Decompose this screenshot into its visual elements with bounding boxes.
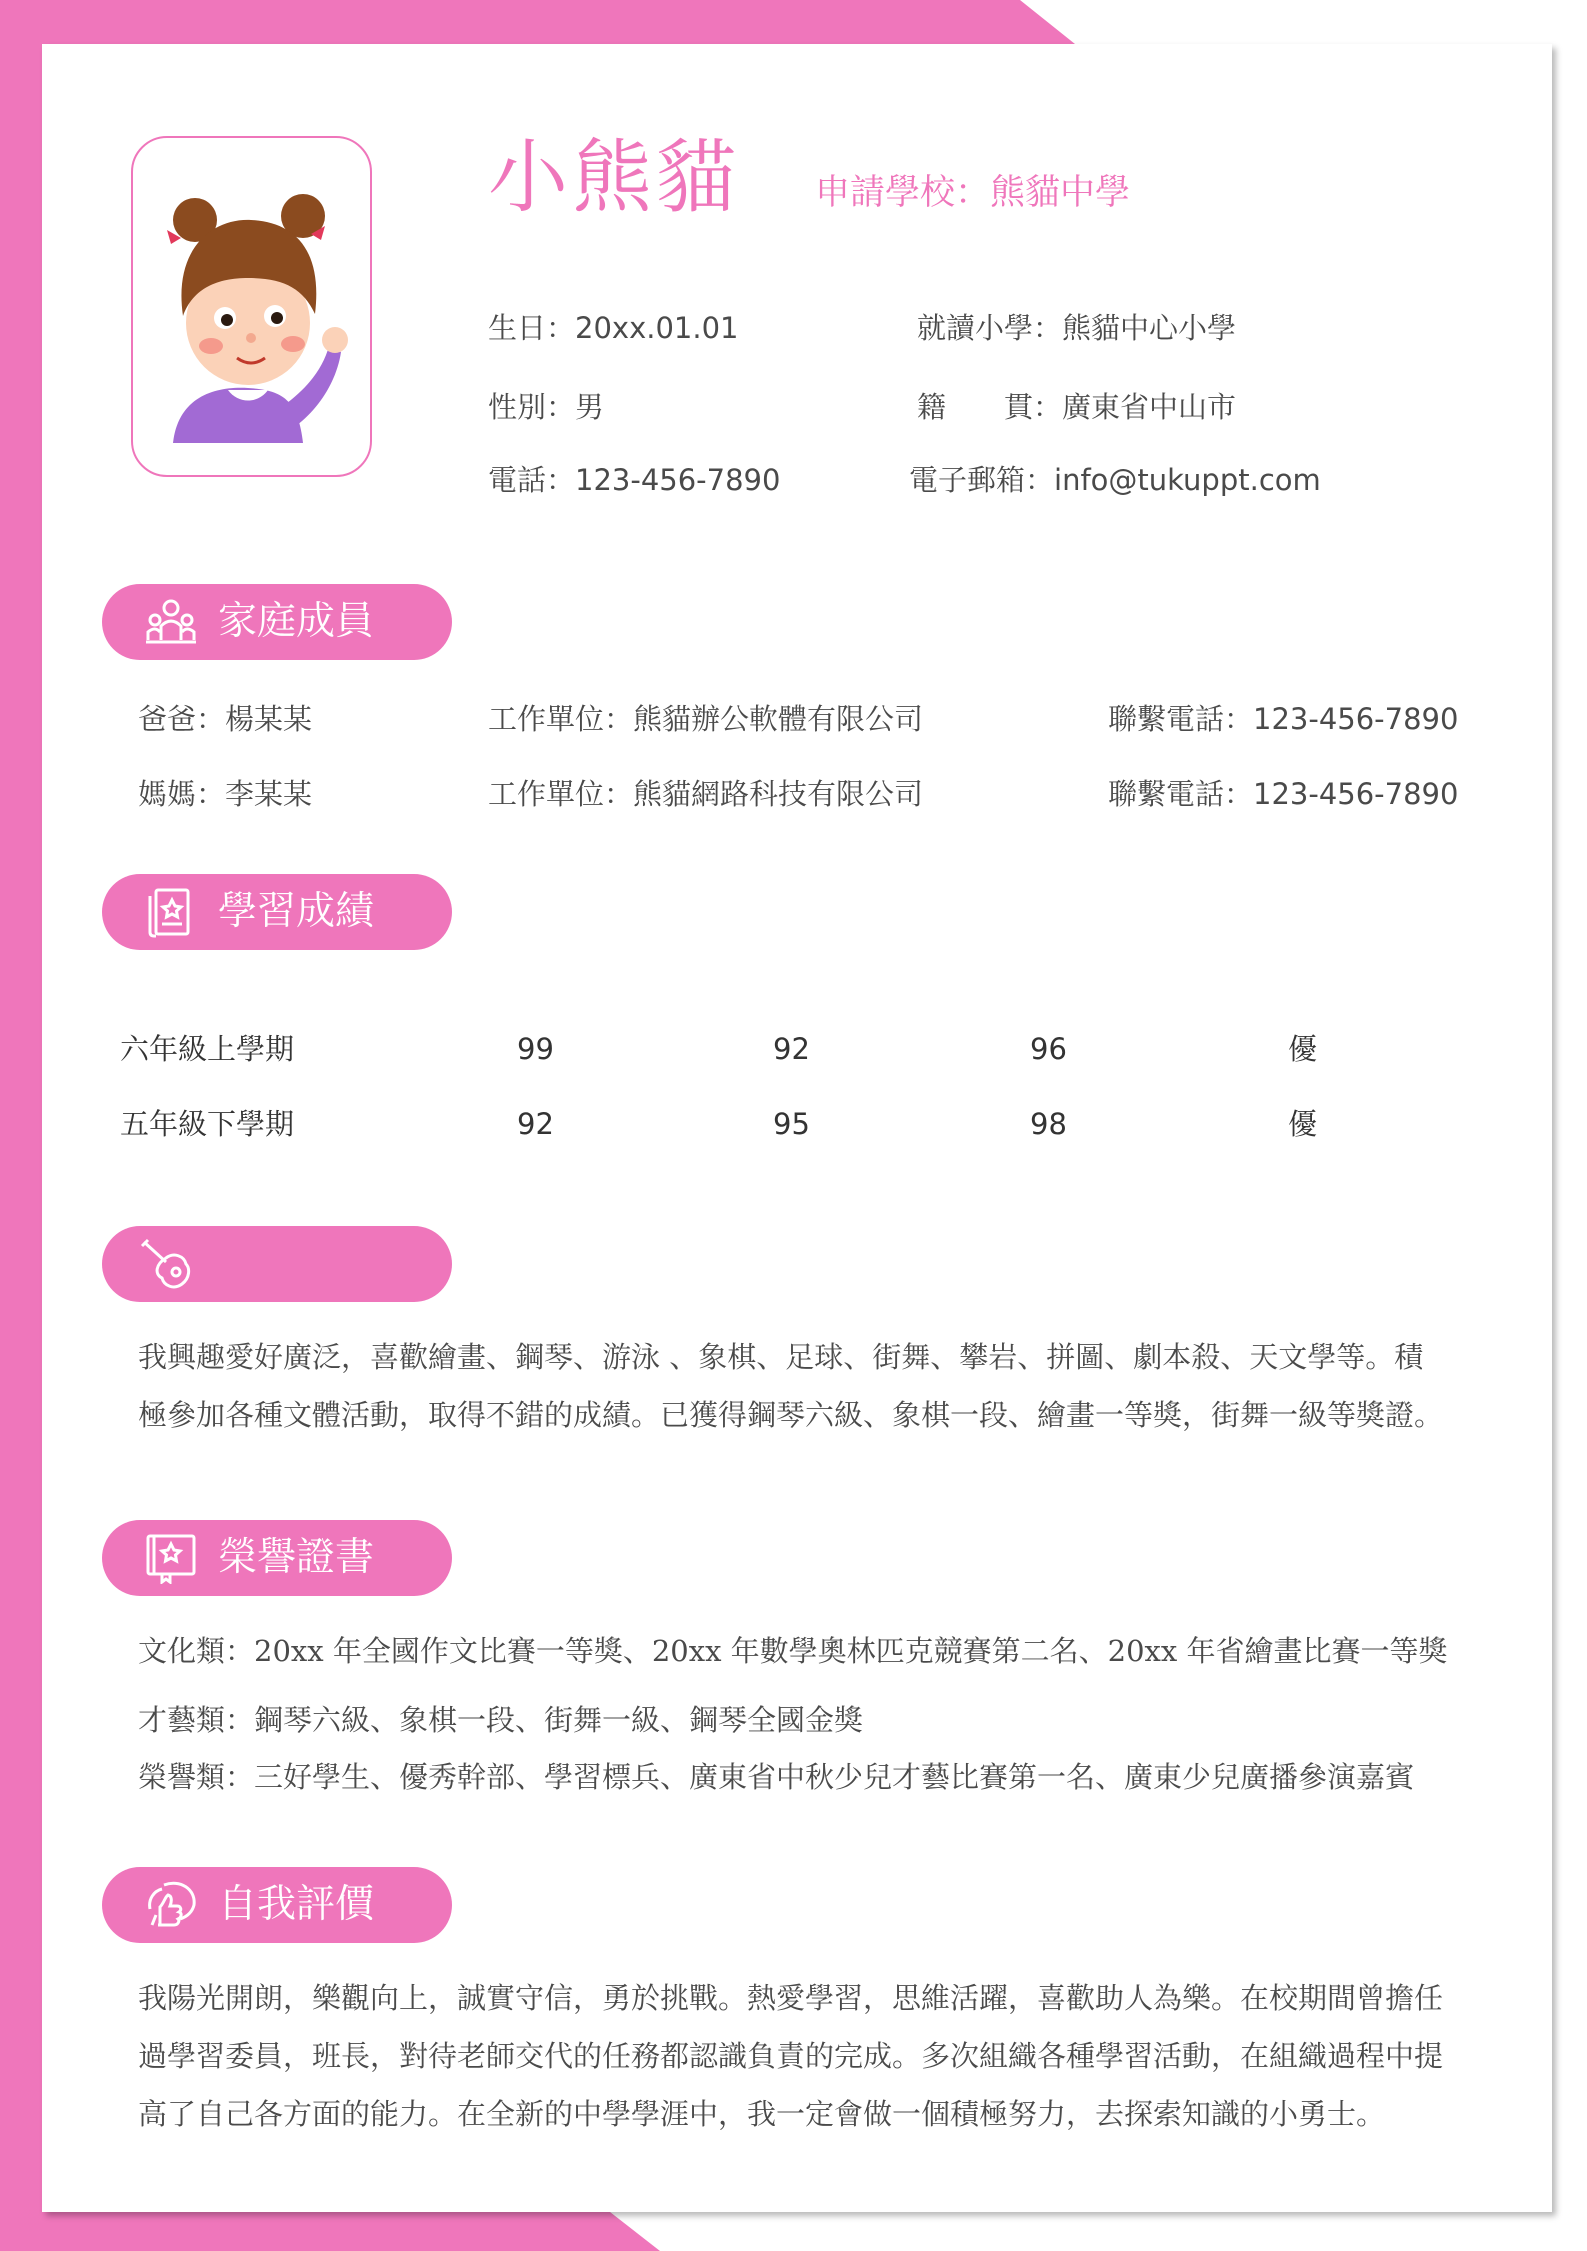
birthday-field: [488, 311, 739, 345]
honors-section-header: [102, 1520, 452, 1596]
family-section-title: 家庭成員: [218, 599, 375, 644]
family-icon: [144, 596, 198, 648]
family-phone-1: 聯繫電話：123-456-7890: [1108, 702, 1459, 736]
hometown-value: 廣東省中山市: [1062, 390, 1237, 424]
self-section-title: 自我評價: [218, 1882, 375, 1927]
student-name: 小熊貓: [488, 131, 740, 224]
family-member-1: 爸爸：楊某某: [138, 702, 313, 736]
email-label: 電子郵箱：: [909, 463, 1055, 497]
grade-row-2-score-1: 92: [517, 1107, 554, 1141]
hobbies-text: [138, 1328, 1443, 1444]
gender-label: 性別：: [488, 390, 576, 424]
honors-honor: 榮譽類：三好學生、優秀幹部、學習標兵、廣東省中秋少兒才藝比賽第一名、廣東少兒廣播參演嘉賓: [138, 1760, 1415, 1794]
phone-field: [488, 463, 781, 497]
self-line-1: 我陽光開朗，樂觀向上，誠實守信，勇於挑戰。熱愛學習，思維活躍，喜歡助人為樂。在校期間曾擔任: [138, 1981, 1444, 2015]
family-work-1: 工作單位：熊貓辦公軟體有限公司: [488, 702, 924, 736]
family-phone-2: 聯繫電話：123-456-7890: [1108, 777, 1459, 811]
grade-row-2-score-2: 95: [773, 1107, 810, 1141]
grade-row-1-term: 六年級上學期: [120, 1032, 295, 1066]
hobbies-section-header: [102, 1226, 452, 1302]
honors-talent: 才藝類：鋼琴六級、象棋一段、街舞一級、鋼琴全國金獎: [138, 1703, 864, 1737]
email-field: [909, 463, 1321, 497]
birthday-value: 20xx.01.01: [575, 311, 739, 345]
self-line-2: 過學習委員，班長，對待老師交代的任務都認識負責的完成。多次組織各種學習活動，在組織過程中提: [138, 2039, 1444, 2073]
grade-row-1-level: 優: [1288, 1032, 1318, 1066]
gender-field: [488, 390, 605, 424]
phone-value: 123-456-7890: [575, 463, 781, 497]
grade-row-2-term: 五年級下學期: [120, 1107, 295, 1141]
phone-label: 電話：: [488, 463, 576, 497]
hobbies-line-1: 我興趣愛好廣泛，喜歡繪畫、鋼琴、游泳 、象棋、足球、街舞、攀岩、拼圖、劇本殺、天文學等。積: [138, 1340, 1424, 1374]
primary-school-label: 就讀小學：: [917, 311, 1063, 345]
primary-school-value: 熊貓中心小學: [1062, 311, 1237, 345]
grades-section-header: [102, 874, 452, 950]
hobbies-line-2: 極參加各種文體活動，取得不錯的成績。已獲得鋼琴六級、象棋一段、繪畫一等獎，街舞一級等獎證。: [138, 1398, 1444, 1432]
self-line-3: 高了自己各方面的能力。在全新的中學學涯中，我一定會做一個積極努力，去探索知識的小勇士。: [138, 2097, 1386, 2131]
family-section-header: [102, 584, 452, 660]
grade-row-2-level: 優: [1288, 1107, 1318, 1141]
grade-row-1-score-2: 92: [773, 1032, 810, 1066]
family-work-2: 工作單位：熊貓網路科技有限公司: [488, 777, 924, 811]
hometown-field: [917, 390, 1237, 424]
thumbs-up-icon: [144, 1879, 198, 1931]
guitar-icon: [140, 1238, 194, 1290]
grade-row-2-score-3: 98: [1030, 1107, 1067, 1141]
report-card-icon: [144, 886, 198, 938]
girl-illustration: [133, 138, 370, 475]
gender-value: 男: [575, 390, 605, 424]
certificate-icon: [144, 1532, 198, 1584]
grade-row-1-score-1: 99: [517, 1032, 554, 1066]
birthday-label: 生日：: [488, 311, 576, 345]
grades-section-title: 學習成績: [218, 889, 375, 934]
self-text: [138, 1969, 1443, 2143]
honors-culture: 文化類：20xx 年全國作文比賽一等獎、20xx 年數學奧林匹克競賽第二名、20xx 年省繪畫比賽一等獎: [138, 1634, 1448, 1668]
target-school: 申請學校：熊貓中學: [815, 173, 1131, 213]
family-member-2: 媽媽：李某某: [138, 777, 313, 811]
hometown-label: 籍 貫：: [917, 390, 1063, 424]
primary-school-field: [917, 311, 1237, 345]
self-section-header: [102, 1867, 452, 1943]
grade-row-1-score-3: 96: [1030, 1032, 1067, 1066]
avatar: [131, 136, 372, 477]
email-value: info@tukuppt.com: [1054, 463, 1321, 497]
honors-section-title: 榮譽證書: [218, 1535, 375, 1580]
